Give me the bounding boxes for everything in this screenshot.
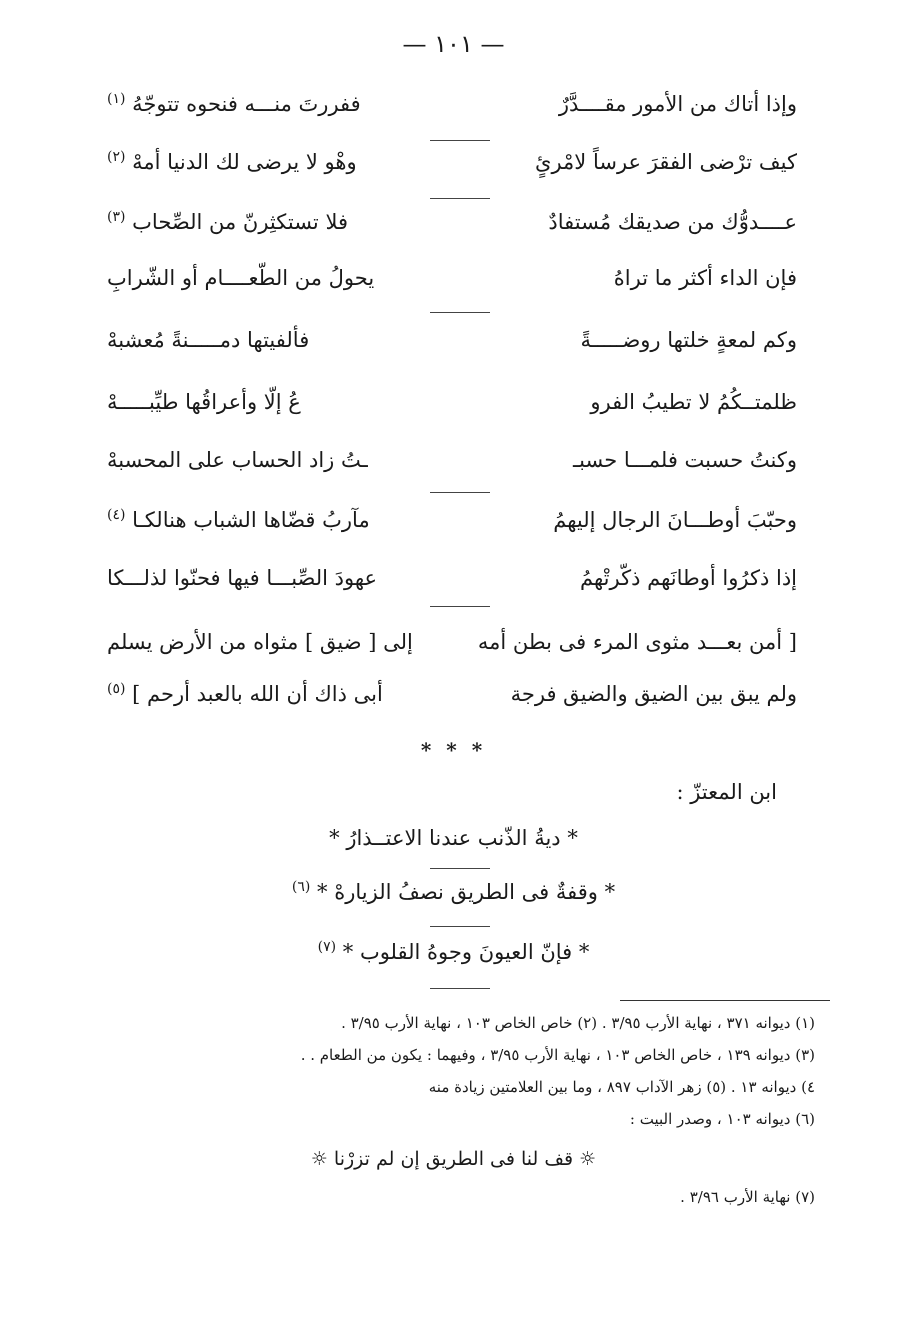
verse-line: [107, 266, 797, 306]
verse-line: [107, 328, 797, 368]
hemistich-first: وكنتُ حسبت فلمـــا حسبـ: [573, 448, 797, 472]
verse-line: [107, 566, 797, 606]
hemistich-second: فألفيتها دمـــــنةً مُعشبهْ: [107, 328, 310, 352]
verse-line: [107, 150, 797, 190]
footnote-marker: (٣): [107, 209, 126, 225]
verse-line: [107, 630, 797, 670]
footnote-rule: [620, 1000, 830, 1001]
hemistich-first: عــــدوُّك من صديقك مُستفادٌ: [548, 210, 797, 234]
hemistich-second: وهْو لا يرضى لك الدنيا أمهْ $^{(٢)}$: [107, 149, 357, 174]
epigram-line: * ديةُ الذّنب عندنا الاعتــذارُ *: [329, 826, 578, 850]
footnote: (٦) ديوانه ١٠٣ ، وصدر البيت :: [629, 1110, 815, 1128]
verse-line: [107, 92, 797, 132]
verse-separator: [430, 926, 490, 927]
hemistich-first: [ أمن بعـــد مثوى المرء فى بطن أمه: [477, 630, 797, 654]
hemistich-second: إلى [ ضيق ] مثواه من الأرض يسلم: [107, 630, 413, 654]
epigram-line: * فإنّ العيونَ وجوهُ القلوب * $^{(٧)}$: [317, 939, 590, 964]
hemistich-second: عُ إلّا وأعراقُها طيِّبـــــهْ: [107, 390, 301, 414]
verse-line: [107, 210, 797, 250]
hemistich-first: وحبّبَ أوطـــانَ الرجال إليهمُ: [553, 508, 797, 532]
hemistich-second: أبى ذاك أن الله بالعبد أرحم ] $^{(٥)}$: [107, 681, 383, 706]
verse-separator: [430, 988, 490, 989]
hemistich-first: إذا ذكرُوا أوطانَهم ذكّرتْهمُ: [580, 566, 797, 590]
verse-line: [107, 448, 797, 488]
footnote-marker: (٤): [107, 507, 126, 523]
hemistich-second: عهودَ الصِّبـــا فيها فحنّوا لذلـــكا: [107, 566, 378, 590]
hemistich-second: فلا تستكثِرنّ من الصِّحاب $^{(٣)}$: [107, 209, 349, 234]
verse-line: [107, 682, 797, 722]
hemistich-first: وكم لمعةٍ خلتها روضـــــةً: [580, 328, 797, 352]
verse-separator: [430, 492, 490, 493]
footnote-marker: (٥): [107, 681, 126, 697]
verse-line: [107, 508, 797, 548]
hemistich-second: ـتُ زاد الحساب على المحسبهْ: [107, 448, 368, 472]
footnote: (٧) نهاية الأرب ٣/٩٦ .: [680, 1188, 815, 1206]
page-number: — ١٠١ —: [402, 30, 505, 58]
footnote: (٣) ديوانه ١٣٩ ، خاص الخاص ١٠٣ ، نهاية الأرب ٣/٩٥ ، وفيهما : يكون من الطعام . .: [300, 1046, 815, 1064]
verse-separator: [430, 606, 490, 607]
hemistich-first: كيف ترْضى الفقرَ عرساً لامْرئٍ: [535, 150, 797, 174]
verse-line: [107, 390, 797, 430]
footnote-marker: (٢): [107, 149, 126, 165]
verse-separator: [430, 140, 490, 141]
footnote-marker: (٦): [291, 879, 311, 895]
hemistich-second: ففررتَ منـــه فنحوه تتوجّهُ $^{(١)}$: [107, 91, 361, 116]
footnote: (١) ديوانه ٣٧١ ، نهاية الأرب ٣/٩٥ . (٢) خاص الخاص ١٠٣ ، نهاية الأرب ٣/٩٥ .: [341, 1014, 815, 1032]
section-divider: * * *: [420, 738, 487, 762]
hemistich-first: ظلمتــكُمُ لا تطيبُ الفرو: [590, 390, 797, 414]
footnote-marker: (١): [107, 91, 126, 107]
verse-separator: [430, 198, 490, 199]
hemistich-second: يحولُ من الطّعــــام أو الشّرابِ: [107, 266, 375, 290]
verse-separator: [430, 312, 490, 313]
hemistich-first: وإذا أتاك من الأمور مقــــدَّرٌ: [558, 92, 797, 116]
epigram-line: * وقفةٌ فى الطريق نصفُ الزيارهْ * $^{(٦)}$: [291, 879, 616, 904]
hemistich-first: فإن الداء أكثر ما تراهُ: [613, 266, 797, 290]
footnote-marker: (٧): [317, 939, 337, 955]
hemistich-first: ولم يبق بين الضيق والضيق فرجة: [510, 682, 797, 706]
poet-heading: ابن المعتزّ :: [676, 780, 777, 804]
verse-separator: [430, 868, 490, 869]
footnote-quote: ☼ قف لنا فى الطريق إن لم تزرْنا ☼: [310, 1148, 597, 1170]
hemistich-second: مآربُ قضّاها الشباب هنالكـا $^{(٤)}$: [107, 507, 370, 532]
footnote: ٤) ديوانه ١٣ . (٥) زهر الآداب ٨٩٧ ، وما بين العلامتين زيادة منه: [428, 1078, 815, 1096]
